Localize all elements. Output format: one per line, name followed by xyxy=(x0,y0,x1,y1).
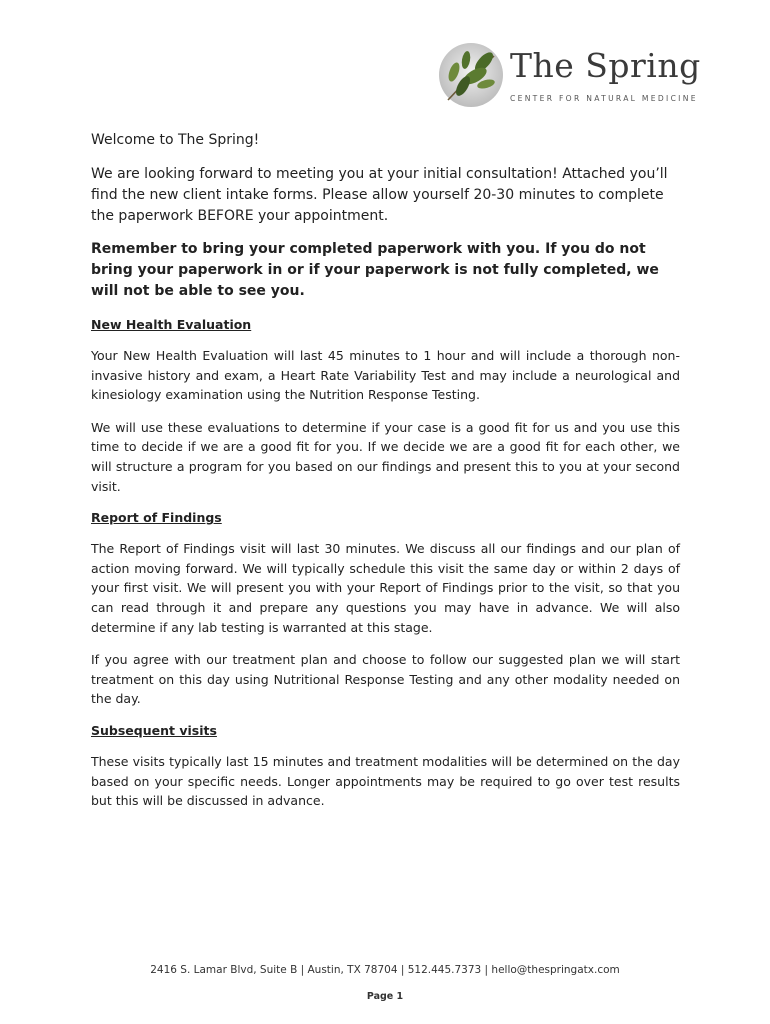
page-number: Page 1 xyxy=(366,991,404,1002)
letter-body xyxy=(91,130,680,824)
section-paragraph: We will use these evaluations to determine if your case is a good fit for us and you use this time to decide if we are a good fit for you. If we decide we are a good fit for each other, we will structure a program for you based on our findings and present this to you at your second visit. xyxy=(91,419,680,494)
section-heading-subsequent-visits: Subsequent visits xyxy=(91,722,217,738)
footer-contact: 2416 S. Lamar Blvd, Suite B | Austin, TX 78704 | 512.445.7373 | hello@thespringatx.com xyxy=(150,964,620,976)
greeting: Welcome to The Spring! xyxy=(91,132,260,148)
reminder-paragraph: Remember to bring your completed paperwork with you. If you do not bring your paperwork in or if your paperwork is not fully completed, we will not be able to see you. xyxy=(91,241,659,299)
section-paragraph: Your New Health Evaluation will last 45 minutes to 1 hour and will include a thorough non-invasive history and exam, a Heart Rate Variability Test and may include a neurological and kinesiology examination using the Nutrition Response Testing. xyxy=(91,348,680,403)
logo-tagline: CENTER FOR NATURAL MEDICINE xyxy=(510,94,698,103)
leaf-logo-icon xyxy=(438,42,504,108)
section-paragraph: These visits typically last 15 minutes and treatment modalities will be determined on the day based on your specific needs. Longer appointments may be required to go over test results but this will be discussed in advance. xyxy=(91,753,680,809)
logo-name: The Spring xyxy=(510,46,701,85)
section-heading-new-health-evaluation: New Health Evaluation xyxy=(91,317,252,332)
intro-paragraph: We are looking forward to meeting you at your initial consultation! Attached you’ll find the new client intake forms. Please allow yourself 20-30 minutes to complete the paperwork BEFORE your appointment. xyxy=(91,166,668,224)
logo xyxy=(438,42,701,108)
section-heading-report-of-findings: Report of Findings xyxy=(91,510,222,526)
section-paragraph: The Report of Findings visit will last 30 minutes. We discuss all our findings and our plan of action moving forward. We will typically schedule this visit the same day or within 2 days of your first visit. We will present you with your Report of Findings prior to the visit, so that you can read through it and prepare any questions you may have in advance. We will also determine if any lab testing is warranted at this stage. xyxy=(91,541,680,635)
section-paragraph: If you agree with our treatment plan and choose to follow our suggested plan we will start treatment on this day using Nutritional Response Testing and any other modality needed on the day. xyxy=(91,652,680,707)
